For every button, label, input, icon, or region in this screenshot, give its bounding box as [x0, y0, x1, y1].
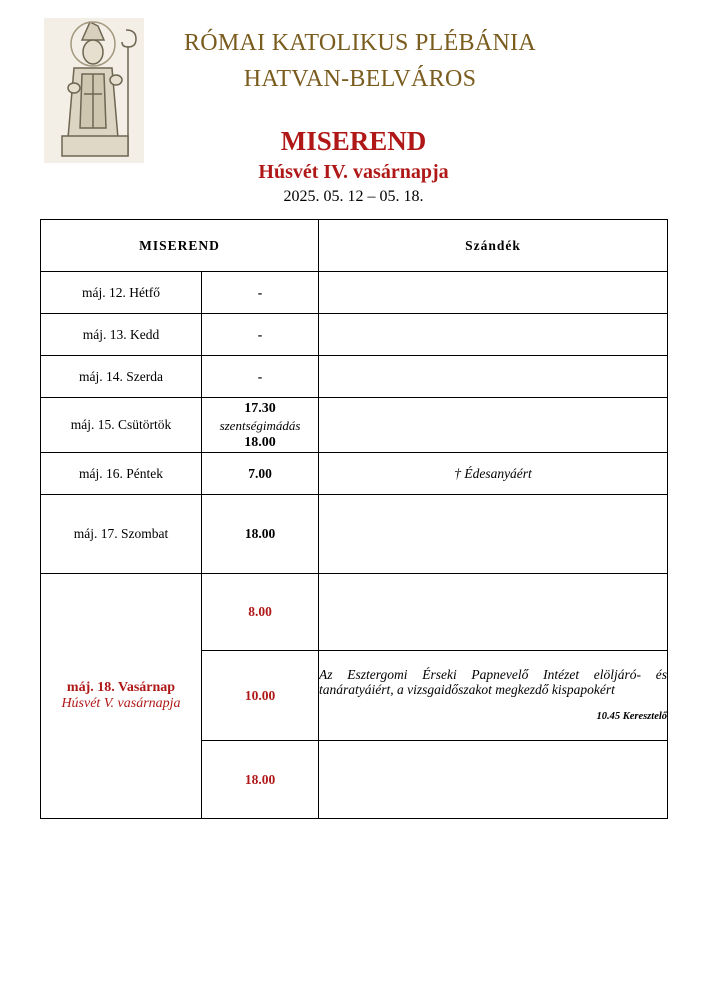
page-title: MISEREND [280, 126, 427, 156]
adoration-label: szentségimádás [219, 417, 301, 433]
time-cell: 18.00 [202, 740, 319, 818]
time-cell: 18.00 [202, 495, 319, 573]
adoration-start-time: 17.30 [244, 400, 276, 416]
day-cell: máj. 17. Szombat [41, 495, 202, 573]
intention-cell [319, 495, 668, 573]
intention-cell [319, 650, 668, 740]
header-schedule: MISEREND [41, 220, 319, 272]
table-row [41, 314, 668, 356]
header-intention: Szándék [319, 220, 668, 272]
mass-time: 18.00 [244, 434, 276, 450]
parish-location: HATVAN-BELVÁROS [243, 66, 477, 92]
time-cell: 8.00 [202, 573, 319, 650]
sunday-date: máj. 18. Vasárnap [66, 679, 176, 695]
intention-cell [319, 398, 668, 453]
date-range: 2025. 05. 12 – 05. 18. [283, 188, 424, 205]
time-cell: - [202, 314, 319, 356]
intention-cell [319, 356, 668, 398]
intention-cell [319, 272, 668, 314]
table-row [41, 573, 668, 650]
baptism-note: 10.45 Keresztelő [596, 710, 668, 722]
liturgical-subtitle: Húsvét IV. vasárnapja [258, 161, 449, 183]
sunday-feast: Húsvét V. vasárnapja [61, 695, 181, 711]
time-cell [202, 398, 319, 453]
table-row [41, 356, 668, 398]
intention-cell [319, 314, 668, 356]
table-row [41, 272, 668, 314]
time-cell: 7.00 [202, 453, 319, 495]
table-header-row [41, 220, 668, 272]
table-row [41, 495, 668, 573]
day-cell: máj. 12. Hétfő [41, 272, 202, 314]
mass-schedule-table [40, 219, 668, 819]
table-row [41, 453, 668, 495]
intention-cell [319, 573, 668, 650]
intention-cell [319, 740, 668, 818]
sunday-day-cell [41, 573, 202, 818]
time-cell: - [202, 272, 319, 314]
table-row [41, 398, 668, 453]
intention-text: Az Esztergomi Érseki Papnevelő Intézet elöljáró- és tanáratyáiért, a vizsgaidőszakot megkezdő kispapokért [319, 666, 668, 697]
intention-cell: † Édesanyáért [319, 453, 668, 495]
day-cell: máj. 15. Csütörtök [41, 398, 202, 453]
parish-name: RÓMAI KATOLIKUS PLÉBÁNIA [183, 30, 537, 56]
time-cell: - [202, 356, 319, 398]
day-cell: máj. 16. Péntek [41, 453, 202, 495]
time-cell: 10.00 [202, 650, 319, 740]
day-cell: máj. 13. Kedd [41, 314, 202, 356]
day-cell: máj. 14. Szerda [41, 356, 202, 398]
